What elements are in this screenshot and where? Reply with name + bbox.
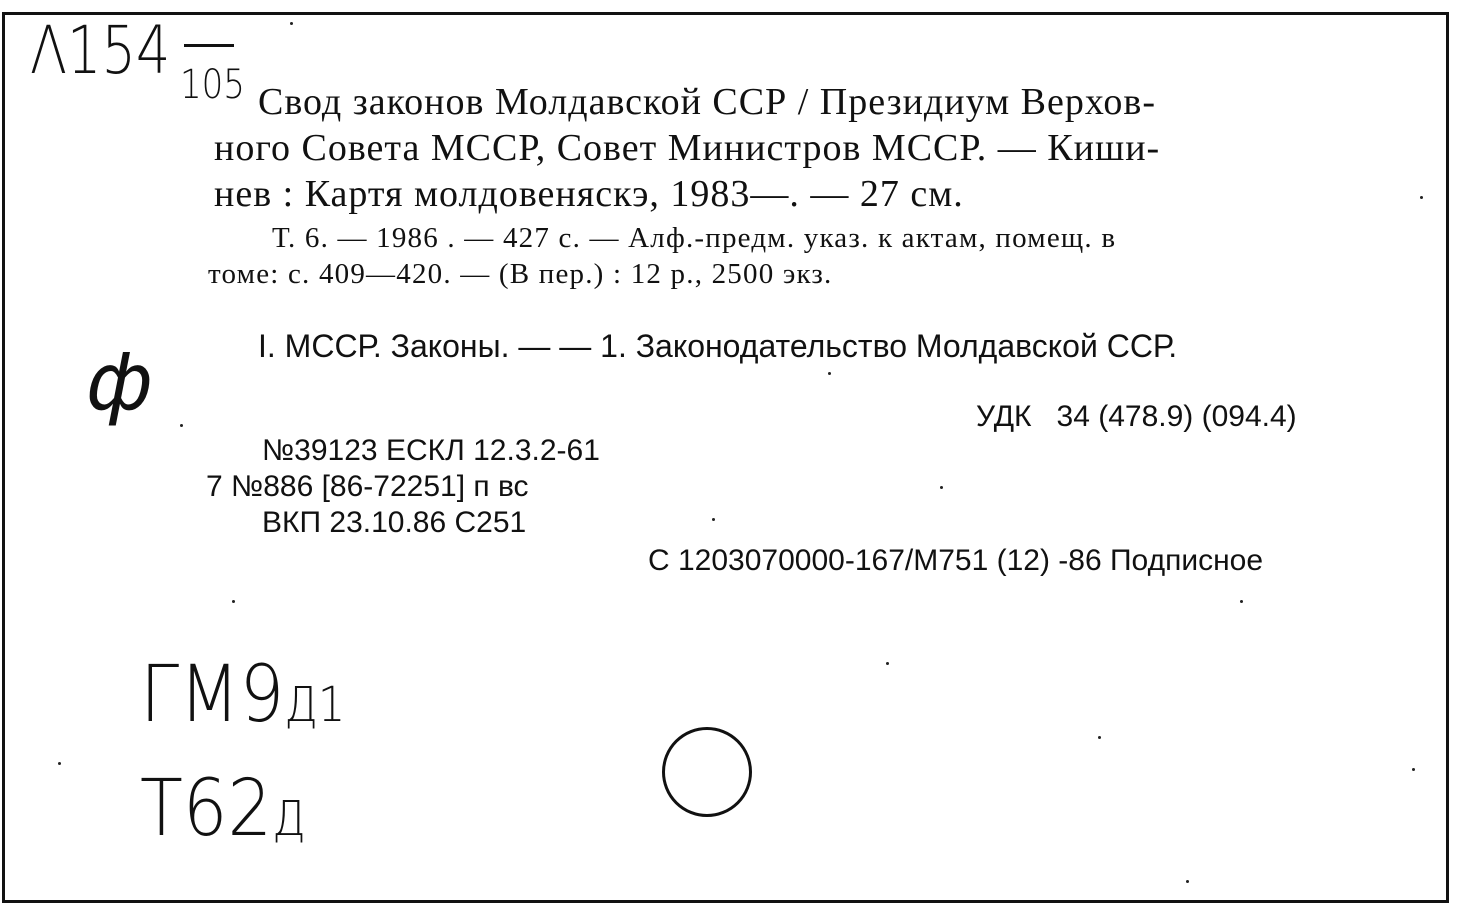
handwritten-shelfmark-sub: 105 xyxy=(180,62,245,108)
handwritten-mark-left: ф xyxy=(86,338,153,428)
scan-speck xyxy=(180,424,183,427)
subject-headings: I. МССР. Законы. — — 1. Законодательство Молдавской ССР. xyxy=(258,328,1178,364)
scan-speck xyxy=(290,22,293,25)
record-line-1: №39123 ЕСКЛ 12.3.2-61 xyxy=(262,434,600,467)
scan-speck xyxy=(1098,736,1101,739)
scan-speck xyxy=(1420,196,1423,199)
record-line-3: ВКП 23.10.86 С251 xyxy=(262,506,527,539)
card-punch-hole xyxy=(662,727,752,817)
entry-title-line-3: нев : Картя молдовеняскэ, 1983—. — 27 см. xyxy=(214,173,964,215)
scan-speck xyxy=(1186,880,1189,883)
entry-title-line-1: Свод законов Молдавской ССР / Президиум Верхов- xyxy=(258,81,1156,123)
handwritten-code-2: Т62Д xyxy=(140,764,306,854)
volume-line-1: Т. 6. — 1986 . — 427 с. — Алф.-предм. указ. к актам, помещ. в xyxy=(272,222,1117,254)
scan-speck xyxy=(58,762,61,765)
shelfmark-overline xyxy=(184,44,234,47)
shelfmark-top: Λ154 xyxy=(30,12,171,89)
scan-speck xyxy=(232,600,235,603)
handwritten-code-1: ГМ9Д1 xyxy=(140,650,346,740)
handwritten-shelfmark xyxy=(30,12,170,89)
scan-speck xyxy=(828,372,831,375)
entry-title-line-2: ного Совета МССР, Совет Министров МССР. — Киши- xyxy=(214,127,1161,169)
catalog-code: С 1203070000-167/М751 (12) -86 Подписное xyxy=(648,544,1264,577)
udk-classification: УДК 34 (478.9) (094.4) xyxy=(976,400,1297,433)
scan-speck xyxy=(1412,768,1415,771)
scan-speck xyxy=(940,486,943,489)
volume-line-2: томе: с. 409—420. — (В пер.) : 12 р., 2500 экз. xyxy=(208,258,833,290)
scan-speck xyxy=(1240,600,1243,603)
scan-speck xyxy=(886,662,889,665)
scan-speck xyxy=(712,518,715,521)
record-line-2: 7 №886 [86-72251] п вс xyxy=(206,470,529,503)
